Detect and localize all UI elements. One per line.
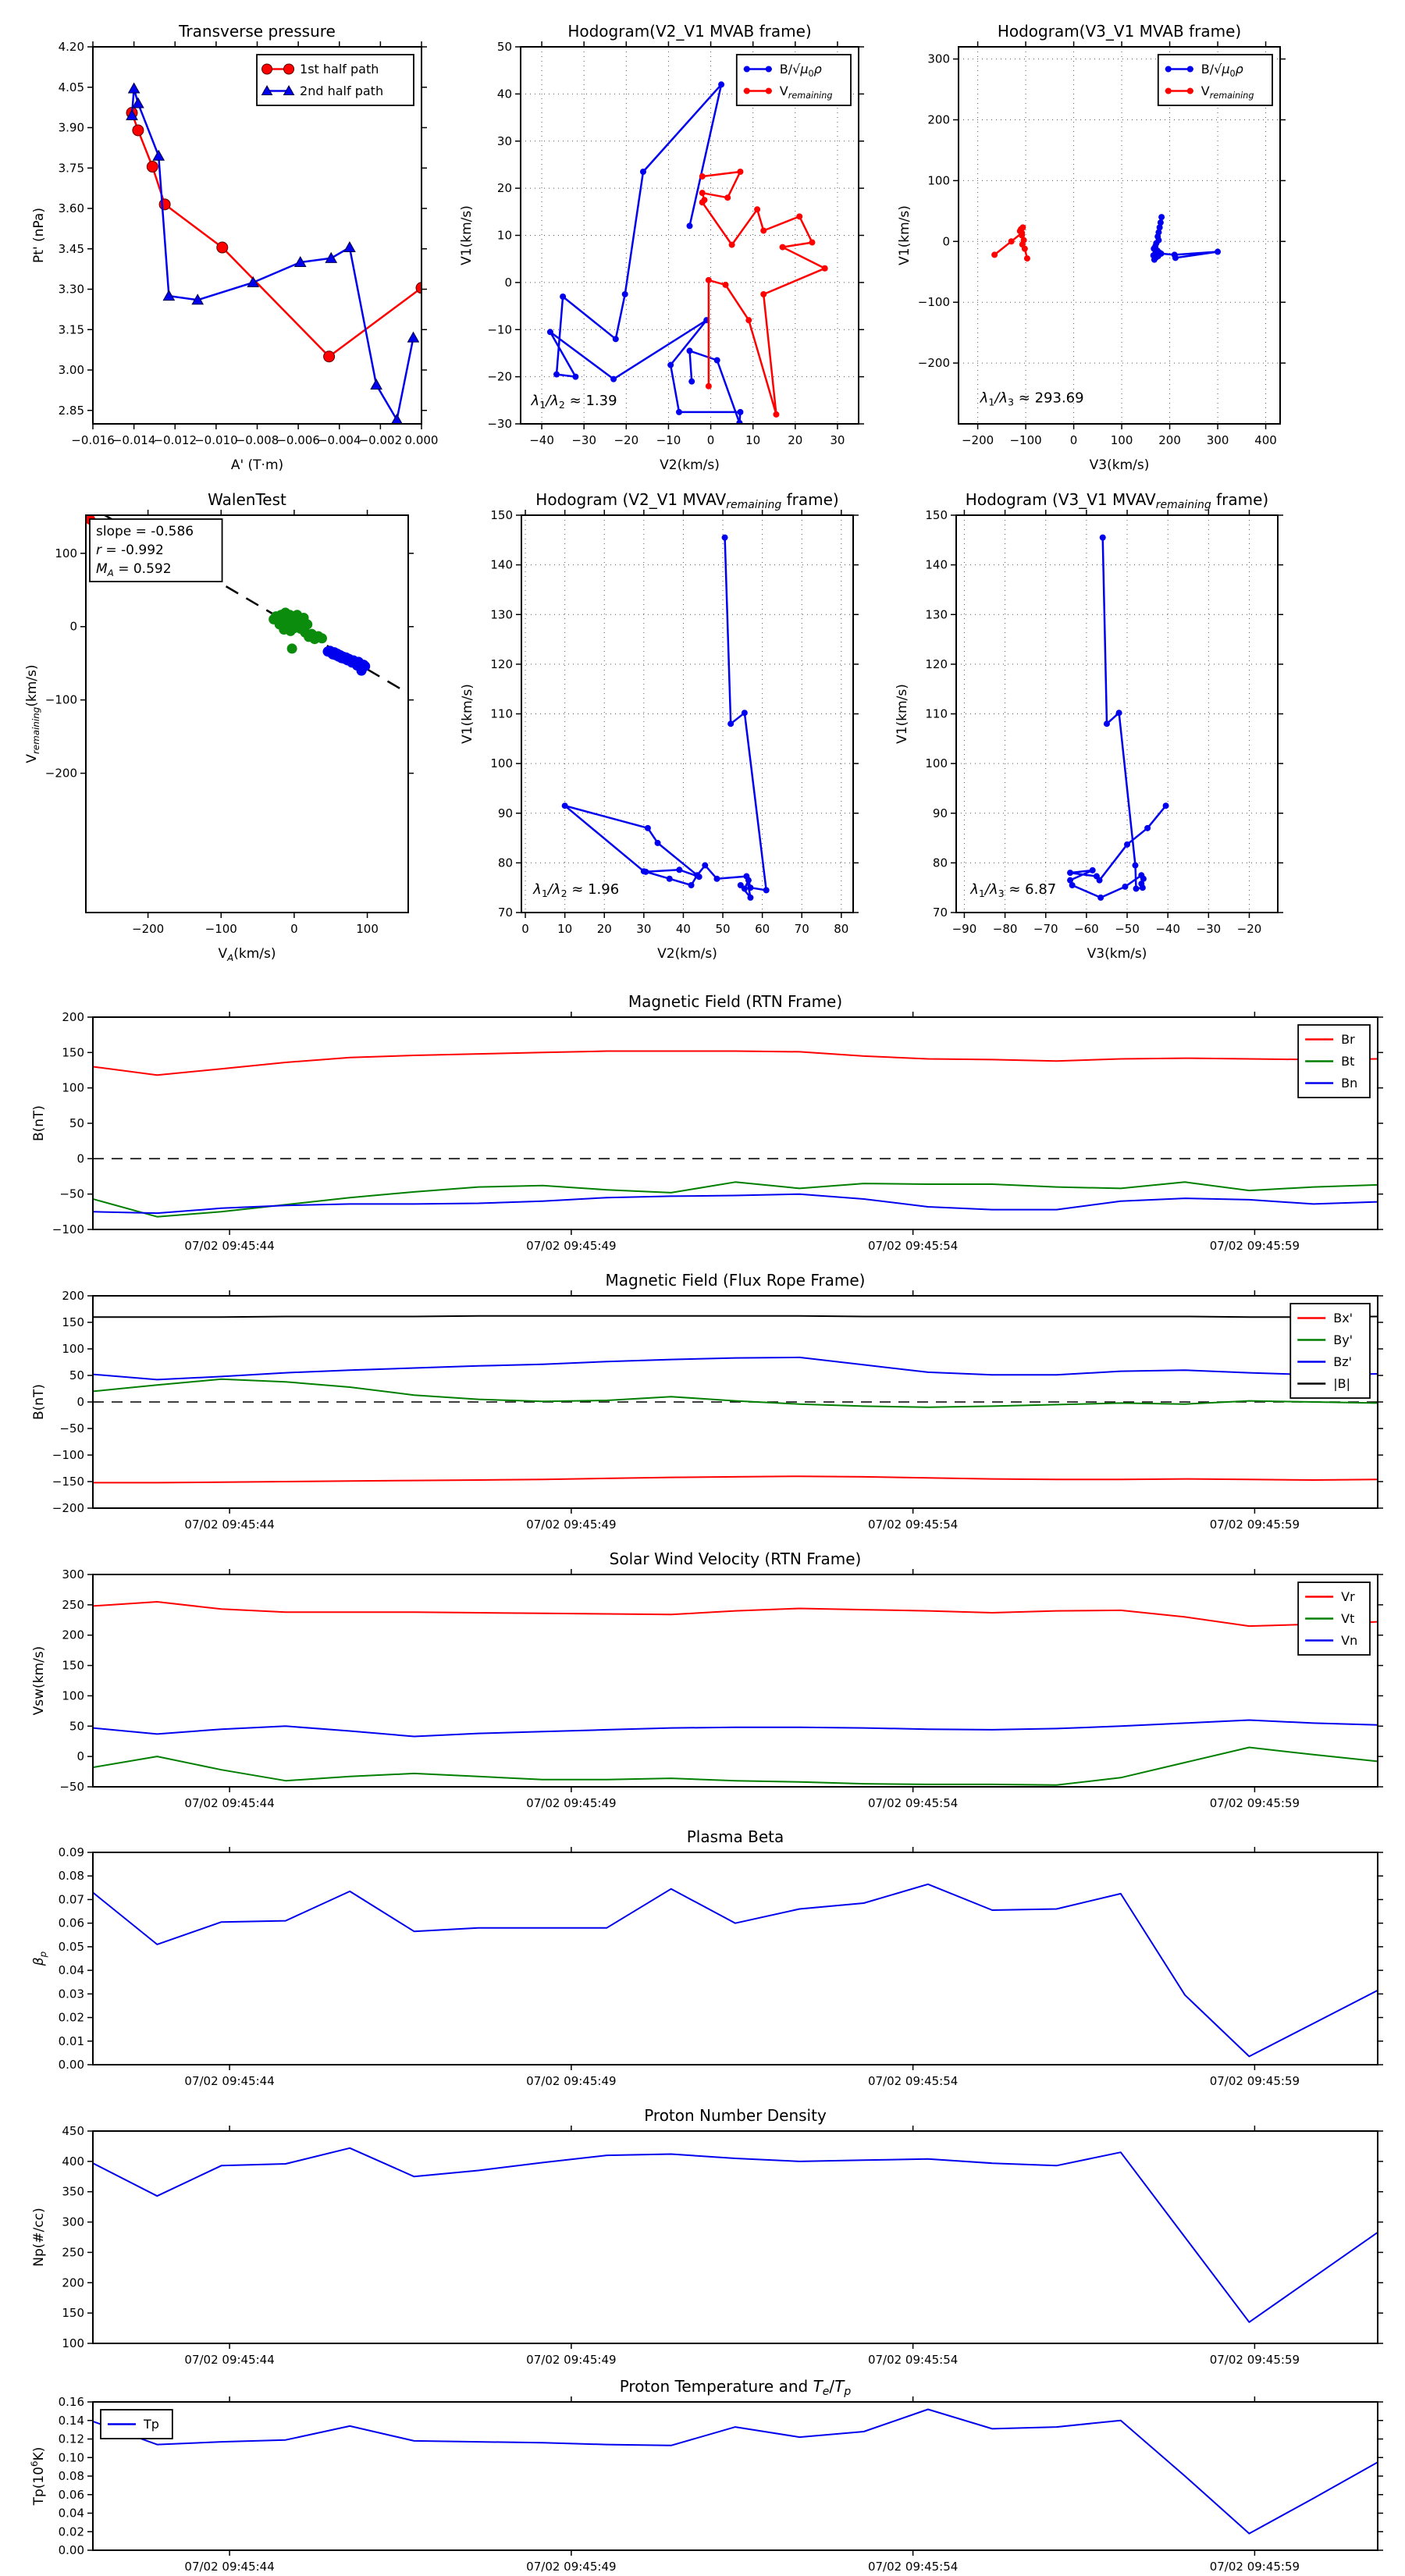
hodogram-v2v1-mvav-chart: [460, 490, 853, 962]
svg-text:B/√μ0​ρ: $B/√\mu_0\rho$: [1200, 62, 1243, 79]
svg-text:3.60: 3.60: [58, 201, 84, 215]
proton-number-density-canvas: [31, 2106, 1378, 2367]
svg-text:Magnetic Field (RTN Frame): Magnetic Field (RTN Frame): [628, 992, 843, 1011]
svg-text:400: 400: [62, 2154, 84, 2169]
svg-text:r = -0.992: r = -0.992: [96, 543, 164, 558]
svg-text:07/02 09:45:59: 07/02 09:45:59: [1209, 1517, 1300, 1532]
svg-text:−10: −10: [656, 433, 681, 447]
svg-text:−200: −200: [917, 356, 950, 371]
svg-text:70: 70: [794, 922, 809, 936]
svg-text:−0.004: −0.004: [317, 433, 361, 447]
svg-text:3.15: 3.15: [58, 322, 84, 337]
svg-text:300: 300: [927, 52, 950, 66]
svg-text:Hodogram (V3_V1 MVAVremaining​: Hodogram (V3_V1 $MVAV_{remaining}$ frame): [965, 490, 1269, 511]
svg-text:−50: −50: [59, 1187, 84, 1201]
svg-text:0: 0: [504, 275, 512, 290]
svg-text:Hodogram (V2_V1 MVAVremaining​: Hodogram (V2_V1 $MVAV_{remaining}$ frame): [535, 490, 839, 511]
svg-text:50: 50: [496, 40, 512, 54]
walen-test-chart: [24, 490, 408, 963]
svg-text:Proton Number Density: Proton Number Density: [644, 2106, 827, 2125]
svg-text:80: 80: [834, 922, 849, 936]
transverse-pressure-chart: [31, 22, 439, 473]
svg-text:Vremaining​: $V_{remaining}$: [1200, 84, 1254, 101]
svg-text:10: 10: [745, 433, 761, 447]
svg-text:400: 400: [1254, 433, 1277, 447]
solar-wind-velocity-canvas: [31, 1550, 1378, 1810]
svg-text:V1(km/s): V1(km/s): [459, 205, 475, 265]
svg-text:Hodogram(V2_V1 MVAB frame): Hodogram(V2_V1 MVAB frame): [567, 22, 812, 41]
svg-text:2nd half path: 2nd half path: [300, 84, 384, 98]
hodogram-v2v1-mvav-canvas: [460, 490, 853, 962]
svg-text:Solar Wind Velocity (RTN Frame: Solar Wind Velocity (RTN Frame): [609, 1550, 862, 1568]
svg-text:−20: −20: [614, 433, 639, 447]
hodogram-v2v1-mvab-canvas: [459, 22, 859, 473]
svg-text:150: 150: [62, 1045, 84, 1060]
svg-text:Vn: Vn: [1341, 1633, 1358, 1648]
transverse-pressure-canvas: [31, 22, 439, 473]
svg-text:−0.014: −0.014: [112, 433, 156, 447]
svg-text:0.01: 0.01: [58, 2033, 84, 2048]
svg-text:20: 20: [496, 181, 512, 196]
svg-text:0.12: 0.12: [58, 2432, 84, 2446]
svg-text:100: 100: [927, 173, 950, 188]
svg-text:30: 30: [636, 922, 652, 936]
svg-text:140: 140: [490, 557, 513, 572]
svg-text:Bn: Bn: [1341, 1076, 1358, 1091]
svg-text:Bx': Bx': [1333, 1311, 1353, 1325]
svg-text:40: 40: [496, 87, 512, 101]
svg-text:3.45: 3.45: [58, 241, 84, 256]
svg-text:0.09: 0.09: [58, 1845, 84, 1859]
svg-text:0.04: 0.04: [58, 1963, 84, 1978]
svg-text:50: 50: [69, 1116, 84, 1130]
walen-test-canvas: [24, 490, 408, 963]
svg-text:V2(km/s): V2(km/s): [657, 946, 717, 962]
svg-text:3.90: 3.90: [58, 120, 84, 135]
svg-text:250: 250: [62, 1597, 84, 1612]
svg-text:λ1​/λ3​ ≈ 6.87: $\lambda_1/\lambda_3 \approx 6.87$: [970, 881, 1057, 899]
svg-text:150: 150: [62, 2306, 84, 2321]
svg-text:300: 300: [1206, 433, 1229, 447]
hodogram-v3v1-mvav-canvas: [895, 490, 1278, 962]
magnetic-field-flux-rope-panel: [31, 1271, 1378, 1532]
svg-text:07/02 09:45:49: 07/02 09:45:49: [526, 2353, 617, 2367]
svg-text:Bz': Bz': [1333, 1354, 1353, 1369]
svg-text:200: 200: [927, 112, 950, 127]
svg-text:100: 100: [62, 1342, 84, 1356]
svg-text:0.07: 0.07: [58, 1892, 84, 1907]
svg-text:100: 100: [490, 756, 513, 771]
svg-text:07/02 09:45:49: 07/02 09:45:49: [526, 1796, 617, 1810]
svg-text:−50: −50: [1115, 922, 1140, 936]
svg-text:B(nT): B(nT): [31, 1105, 47, 1142]
svg-text:07/02 09:45:44: 07/02 09:45:44: [184, 2074, 275, 2088]
svg-text:0: 0: [69, 619, 77, 634]
svg-text:07/02 09:45:44: 07/02 09:45:44: [184, 1239, 275, 1253]
svg-text:0.05: 0.05: [58, 1939, 84, 1954]
svg-text:−10: −10: [487, 322, 512, 337]
svg-text:10: 10: [496, 228, 512, 243]
svg-text:−30: −30: [1196, 922, 1222, 936]
svg-text:0.00: 0.00: [58, 2543, 84, 2557]
svg-text:Proton Temperature and Te​/Tp​: Proton Temperature and $T_e/T_p$: [619, 2377, 852, 2398]
svg-text:−200: −200: [52, 1501, 84, 1515]
svg-text:−0.012: −0.012: [153, 433, 197, 447]
hodogram-v3v1-mvav-chart: [895, 490, 1278, 962]
svg-text:Vr: Vr: [1341, 1589, 1355, 1604]
svg-text:Magnetic Field (Flux Rope Fram: Magnetic Field (Flux Rope Frame): [605, 1271, 866, 1290]
svg-text:200: 200: [62, 1010, 84, 1024]
svg-text:MA​ = 0.592: $M_A = 0.592$: [96, 561, 172, 578]
svg-text:−0.010: −0.010: [194, 433, 238, 447]
svg-text:150: 150: [62, 1315, 84, 1329]
svg-text:100: 100: [62, 2336, 84, 2350]
svg-text:0: 0: [706, 433, 715, 447]
svg-text:Plasma Beta: Plasma Beta: [686, 1827, 784, 1846]
svg-text:07/02 09:45:49: 07/02 09:45:49: [526, 1517, 617, 1532]
svg-text:07/02 09:45:49: 07/02 09:45:49: [526, 2560, 617, 2574]
svg-text:Np(#/cc): Np(#/cc): [31, 2208, 47, 2267]
svg-text:−0.002: −0.002: [358, 433, 403, 447]
svg-text:Hodogram(V3_V1 MVAB frame): Hodogram(V3_V1 MVAB frame): [997, 22, 1242, 41]
svg-text:−40: −40: [529, 433, 554, 447]
svg-text:−200: −200: [132, 922, 165, 936]
svg-text:|B|: |B|: [1333, 1376, 1351, 1391]
svg-text:07/02 09:45:59: 07/02 09:45:59: [1209, 2074, 1300, 2088]
svg-text:120: 120: [490, 656, 513, 671]
svg-text:70: 70: [932, 906, 948, 920]
svg-text:Transverse pressure: Transverse pressure: [179, 22, 336, 41]
svg-text:0: 0: [76, 1749, 84, 1764]
svg-text:110: 110: [925, 706, 948, 721]
svg-text:250: 250: [62, 2245, 84, 2260]
svg-text:07/02 09:45:54: 07/02 09:45:54: [867, 2560, 959, 2574]
svg-text:0: 0: [521, 922, 529, 936]
svg-text:B/√μ0​ρ: $B/√\mu_0\rho$: [779, 62, 822, 79]
svg-text:200: 200: [62, 1289, 84, 1303]
svg-text:110: 110: [490, 706, 513, 721]
svg-text:07/02 09:45:54: 07/02 09:45:54: [867, 1239, 959, 1253]
svg-text:140: 140: [925, 557, 948, 572]
svg-text:200: 200: [62, 2275, 84, 2290]
svg-text:−50: −50: [59, 1421, 84, 1436]
svg-text:−100: −100: [52, 1448, 84, 1462]
svg-text:20: 20: [788, 433, 803, 447]
svg-text:VA​(km/s): $V_A(km/s)$: [218, 946, 276, 963]
svg-text:50: 50: [69, 1368, 84, 1382]
svg-text:βp​: $\beta_p$: [31, 1951, 48, 1966]
svg-text:4.05: 4.05: [58, 80, 84, 94]
svg-text:Pt' (nPa): Pt' (nPa): [31, 208, 47, 263]
svg-text:0.06: 0.06: [58, 2487, 84, 2502]
svg-text:0.06: 0.06: [58, 1916, 84, 1930]
svg-text:By': By': [1333, 1332, 1353, 1347]
svg-text:−100: −100: [1009, 433, 1042, 447]
svg-text:B(nT): B(nT): [31, 1383, 47, 1421]
svg-text:150: 150: [62, 1658, 84, 1673]
svg-text:−30: −30: [487, 417, 512, 431]
svg-text:−100: −100: [917, 295, 950, 310]
svg-text:V1(km/s): V1(km/s): [895, 684, 910, 744]
svg-text:−30: −30: [571, 433, 597, 447]
svg-text:0.000: 0.000: [404, 433, 439, 447]
svg-text:100: 100: [356, 922, 379, 936]
svg-text:07/02 09:45:44: 07/02 09:45:44: [184, 2353, 275, 2367]
svg-text:V3(km/s): V3(km/s): [1087, 946, 1147, 962]
svg-text:0.08: 0.08: [58, 1869, 84, 1884]
svg-text:0.02: 0.02: [58, 2524, 84, 2539]
svg-text:−90: −90: [951, 922, 977, 936]
svg-text:100: 100: [925, 756, 948, 771]
svg-text:0.10: 0.10: [58, 2450, 84, 2465]
svg-text:50: 50: [69, 1719, 84, 1734]
svg-text:07/02 09:45:54: 07/02 09:45:54: [867, 1517, 959, 1532]
svg-text:V3(km/s): V3(km/s): [1089, 457, 1150, 473]
svg-text:−200: −200: [44, 766, 77, 781]
svg-text:−200: −200: [961, 433, 994, 447]
svg-text:A' (T·m): A' (T·m): [230, 457, 284, 473]
svg-text:−60: −60: [1074, 922, 1099, 936]
svg-text:−20: −20: [487, 369, 512, 384]
svg-text:V2(km/s): V2(km/s): [660, 457, 720, 473]
svg-text:10: 10: [557, 922, 573, 936]
svg-text:slope = -0.586: slope = -0.586: [96, 524, 194, 539]
svg-text:80: 80: [932, 856, 948, 870]
svg-text:100: 100: [62, 1688, 84, 1703]
svg-text:−40: −40: [1155, 922, 1181, 936]
svg-text:150: 150: [490, 508, 513, 522]
svg-text:07/02 09:45:49: 07/02 09:45:49: [526, 2074, 617, 2088]
svg-text:100: 100: [1110, 433, 1133, 447]
svg-text:Vremaining​: $V_{remaining}$: [779, 84, 833, 101]
svg-text:Br: Br: [1341, 1032, 1355, 1047]
svg-text:Vsw(km/s): Vsw(km/s): [31, 1646, 47, 1716]
svg-text:20: 20: [596, 922, 612, 936]
svg-text:07/02 09:45:59: 07/02 09:45:59: [1209, 2353, 1300, 2367]
svg-text:Tp: Tp: [144, 2417, 159, 2432]
svg-text:−0.008: −0.008: [235, 433, 279, 447]
svg-text:150: 150: [925, 508, 948, 522]
svg-text:90: 90: [932, 806, 948, 820]
hodogram-v2v1-mvab-chart: [459, 22, 859, 473]
svg-text:1st half path: 1st half path: [300, 62, 379, 76]
proton-temperature-panel: [29, 2377, 1378, 2574]
svg-text:40: 40: [675, 922, 691, 936]
svg-text:07/02 09:45:59: 07/02 09:45:59: [1209, 2560, 1300, 2574]
svg-text:0.03: 0.03: [58, 1987, 84, 2001]
hodogram-v3v1-mvab-chart: [897, 22, 1280, 473]
svg-text:90: 90: [497, 806, 513, 820]
svg-text:−70: −70: [1033, 922, 1058, 936]
hodogram-v3v1-mvab-canvas: [897, 22, 1280, 473]
svg-text:−0.016: −0.016: [71, 433, 115, 447]
svg-text:−150: −150: [52, 1475, 84, 1489]
svg-text:0.02: 0.02: [58, 2010, 84, 2025]
svg-text:07/02 09:45:54: 07/02 09:45:54: [867, 1796, 959, 1810]
svg-text:−100: −100: [44, 692, 77, 707]
svg-text:300: 300: [62, 1567, 84, 1582]
svg-text:450: 450: [62, 2124, 84, 2138]
svg-text:200: 200: [1158, 433, 1181, 447]
svg-text:−20: −20: [1236, 922, 1262, 936]
svg-text:350: 350: [62, 2184, 84, 2199]
svg-text:130: 130: [490, 607, 513, 622]
svg-text:0.14: 0.14: [58, 2413, 84, 2428]
plasma-beta-panel: [31, 1827, 1378, 2088]
svg-text:λ1​/λ3​ ≈ 293.69: $\lambda_1/\lambda_3 \approx 293.69$: [980, 390, 1084, 408]
svg-text:−80: −80: [992, 922, 1018, 936]
svg-text:07/02 09:45:44: 07/02 09:45:44: [184, 2560, 275, 2574]
svg-text:0: 0: [290, 922, 298, 936]
svg-text:λ1​/λ2​ ≈ 1.96: $\lambda_1/\lambda_2 \approx 1.96$: [533, 881, 620, 899]
svg-text:V1(km/s): V1(km/s): [460, 684, 475, 744]
svg-text:07/02 09:45:44: 07/02 09:45:44: [184, 1517, 275, 1532]
svg-text:4.20: 4.20: [58, 40, 84, 54]
svg-text:V1(km/s): V1(km/s): [897, 205, 912, 265]
svg-text:Vt: Vt: [1341, 1611, 1355, 1626]
svg-text:80: 80: [497, 856, 513, 870]
svg-text:−100: −100: [52, 1222, 84, 1236]
magnetic-field-rtn-canvas: [31, 992, 1378, 1253]
svg-text:07/02 09:45:54: 07/02 09:45:54: [867, 2074, 959, 2088]
svg-text:−0.006: −0.006: [276, 433, 320, 447]
svg-text:2.85: 2.85: [58, 403, 84, 418]
svg-text:07/02 09:45:49: 07/02 09:45:49: [526, 1239, 617, 1253]
svg-text:WalenTest: WalenTest: [208, 490, 286, 509]
svg-text:30: 30: [496, 133, 512, 148]
svg-text:60: 60: [755, 922, 770, 936]
svg-text:130: 130: [925, 607, 948, 622]
svg-text:07/02 09:45:59: 07/02 09:45:59: [1209, 1796, 1300, 1810]
svg-text:0: 0: [1069, 433, 1078, 447]
svg-text:Tp(106​K): $Tp(10^6K)$: [29, 2446, 47, 2506]
svg-text:−100: −100: [205, 922, 237, 936]
svg-text:3.75: 3.75: [58, 161, 84, 176]
svg-text:50: 50: [715, 922, 731, 936]
svg-text:100: 100: [55, 546, 77, 560]
svg-text:100: 100: [62, 1080, 84, 1095]
svg-text:0: 0: [76, 1395, 84, 1409]
proton-temperature-canvas: [29, 2377, 1378, 2574]
svg-text:0: 0: [76, 1151, 84, 1166]
svg-text:−50: −50: [59, 1780, 84, 1794]
svg-text:07/02 09:45:54: 07/02 09:45:54: [867, 2353, 959, 2367]
svg-text:0.00: 0.00: [58, 2058, 84, 2072]
svg-text:0: 0: [942, 234, 950, 249]
svg-text:120: 120: [925, 656, 948, 671]
svg-text:0.16: 0.16: [58, 2395, 84, 2409]
svg-text:3.30: 3.30: [58, 282, 84, 297]
svg-text:300: 300: [62, 2215, 84, 2229]
svg-text:3.00: 3.00: [58, 363, 84, 377]
svg-text:30: 30: [830, 433, 845, 447]
solar-wind-velocity-panel: [31, 1550, 1378, 1810]
proton-number-density-panel: [31, 2106, 1378, 2367]
magnetic-field-flux-rope-canvas: [31, 1271, 1378, 1532]
svg-text:Bt: Bt: [1341, 1054, 1355, 1069]
svg-text:07/02 09:45:44: 07/02 09:45:44: [184, 1796, 275, 1810]
svg-text:70: 70: [497, 906, 513, 920]
svg-text:07/02 09:45:59: 07/02 09:45:59: [1209, 1239, 1300, 1253]
svg-text:λ1​/λ2​ ≈ 1.39: $\lambda_1/\lambda_2 \approx 1.39$: [531, 392, 617, 411]
svg-text:0.08: 0.08: [58, 2469, 84, 2483]
svg-text:200: 200: [62, 1628, 84, 1642]
svg-text:0.04: 0.04: [58, 2506, 84, 2521]
magnetic-field-rtn-panel: [31, 992, 1378, 1253]
svg-text:Vremaining​(km/s): $V_{remaining}(km/s)$: [24, 664, 41, 763]
